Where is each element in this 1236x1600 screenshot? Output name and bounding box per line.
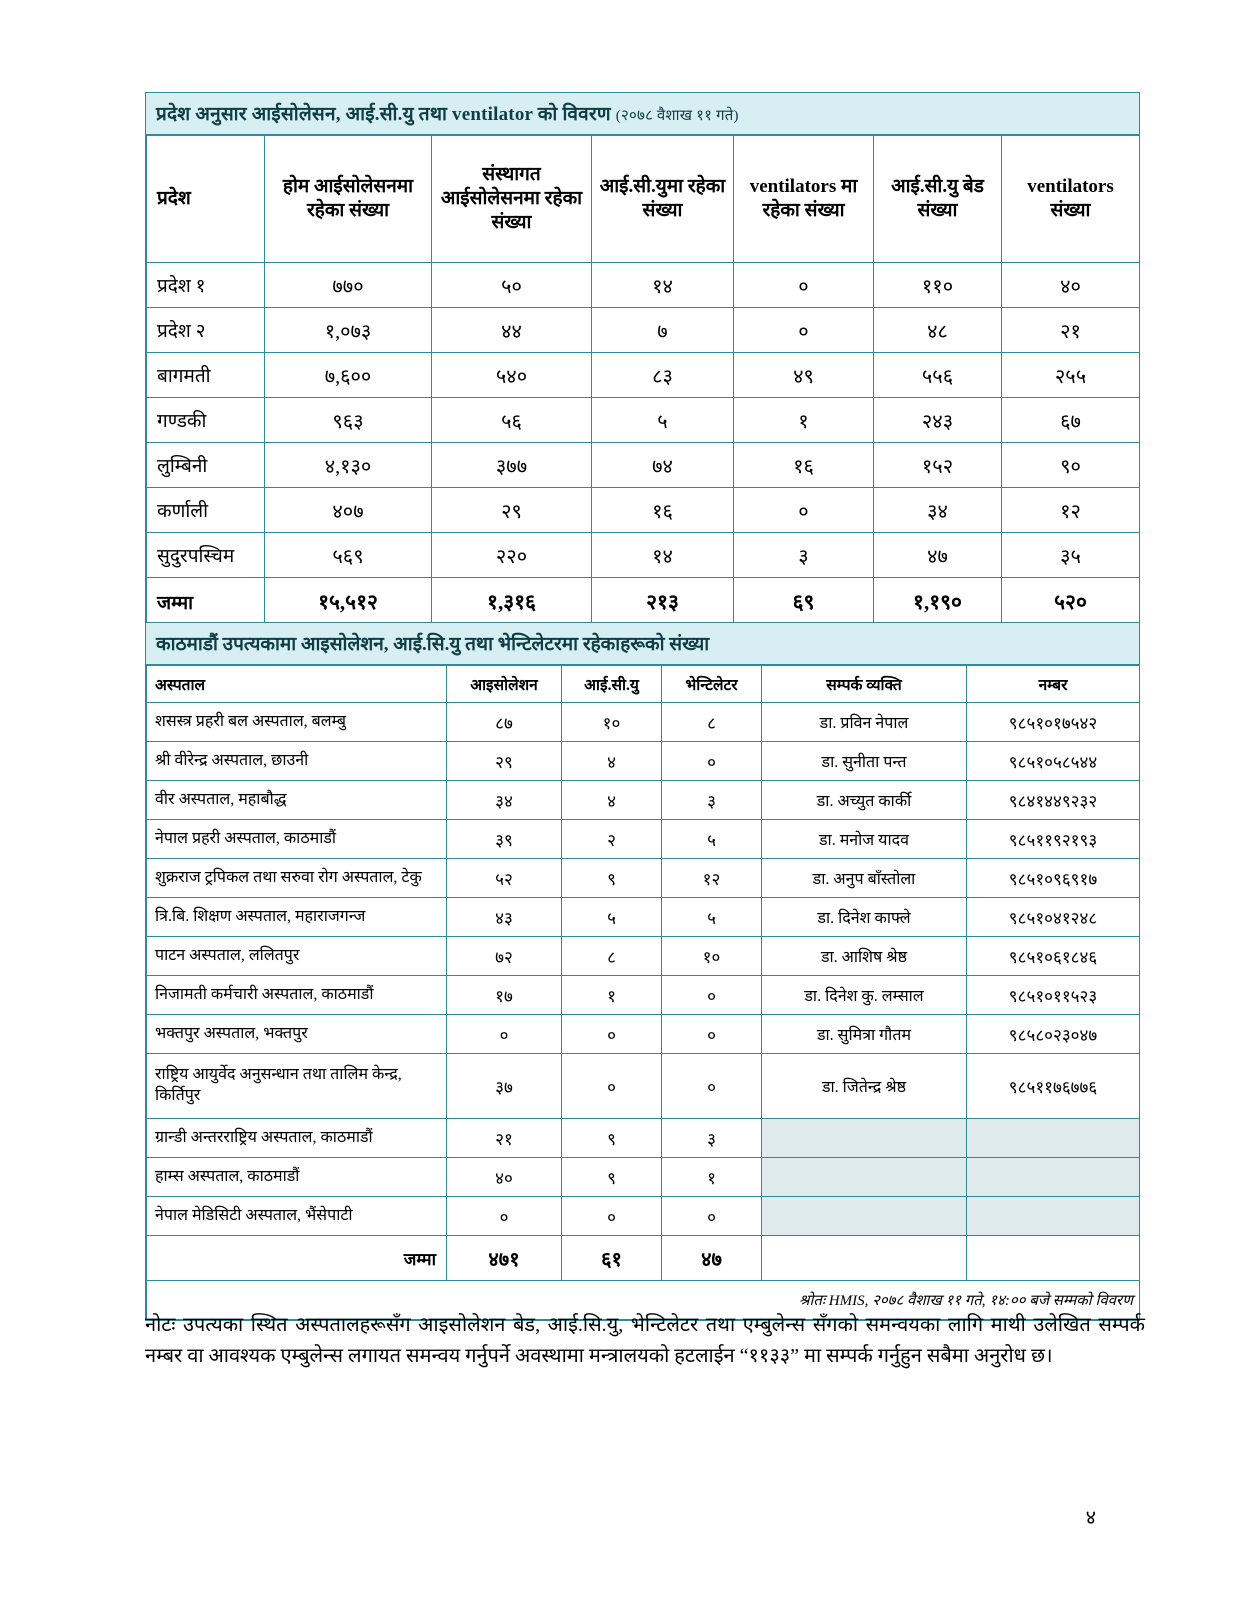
table-row [147, 1054, 1140, 1119]
cell-icu: ९ [562, 1158, 662, 1197]
cell-contact-person [762, 1197, 967, 1236]
total-label: जम्मा [147, 1236, 447, 1281]
province-table-title [146, 93, 1139, 135]
total-icu-current: २१३ [592, 578, 734, 627]
cell-phone-number: ९८४१४४९२३२ [967, 781, 1140, 820]
cell-institutional-isolation: २२० [432, 533, 592, 578]
table-row [147, 937, 1140, 976]
cell-ventilator-current: ० [734, 308, 874, 353]
cell-ventilator: १२ [662, 859, 762, 898]
table-row [147, 1197, 1140, 1236]
province-name: प्रदेश २ [147, 308, 265, 353]
hospital-name: निजामती कर्मचारी अस्पताल, काठमाडौं [147, 976, 447, 1015]
hospital-name: श्री वीरेन्द्र अस्पताल, छाउनी [147, 742, 447, 781]
cell-ventilator: ० [662, 1197, 762, 1236]
cell-icu: ८ [562, 937, 662, 976]
table-row [147, 976, 1140, 1015]
cell-home-isolation: १,०७३ [265, 308, 432, 353]
cell-icu: ० [562, 1015, 662, 1054]
table-header-row [147, 136, 1140, 263]
cell-ventilator-current: ० [734, 488, 874, 533]
cell-ventilator-current: ० [734, 263, 874, 308]
cell-contact-person [762, 1119, 967, 1158]
source-note: श्रोतः HMIS, २०७८ वैशाख ११ गते, १४:०० बजे सम्मको विवरण [147, 1281, 1140, 1320]
cell-ventilator: १० [662, 937, 762, 976]
kathmandu-hospital-table [146, 665, 1140, 1320]
hospital-name: नेपाल मेडिसिटी अस्पताल, भैंसेपाटी [147, 1197, 447, 1236]
cell-isolation: ० [447, 1015, 562, 1054]
cell-icu-current: ८३ [592, 353, 734, 398]
cell-icu-beds: ११० [874, 263, 1002, 308]
kathmandu-table-title: काठमाडौं उपत्यकामा आइसोलेशन, आई.सि.यु तथा भेन्टिलेटरमा रहेकाहरूको संख्या [146, 623, 1139, 665]
hospital-name: नेपाल प्रहरी अस्पताल, काठमाडौं [147, 820, 447, 859]
cell-icu: ४ [562, 742, 662, 781]
cell-contact-person: डा. आशिष श्रेष्ठ [762, 937, 967, 976]
cell-institutional-isolation: ४४ [432, 308, 592, 353]
cell-icu-beds: ५५६ [874, 353, 1002, 398]
cell-ventilator: ० [662, 1015, 762, 1054]
cell-icu-beds: ३४ [874, 488, 1002, 533]
cell-contact-person [762, 1158, 967, 1197]
col-header-number: नम्बर [967, 666, 1140, 703]
cell-isolation: ४३ [447, 898, 562, 937]
cell-ventilator: ० [662, 976, 762, 1015]
cell-isolation: ७२ [447, 937, 562, 976]
cell-ventilator-current: १ [734, 398, 874, 443]
province-name: प्रदेश १ [147, 263, 265, 308]
province-name: लुम्बिनी [147, 443, 265, 488]
cell-isolation: ३९ [447, 820, 562, 859]
footer-note: नोटः उपत्यका स्थित अस्पतालहरूसँग आइसोलेशन बेड, आई.सि.यु, भेन्टिलेटर तथा एम्बुलेन्स सँगको समन्वयका लागि माथी उलेखित सम्पर्क नम्बर वा आवश्यक एम्बुलेन्स लगायत समन्वय गर्नुपर्ने अवस्थामा मन्त्रालयको हटलाईन “११३३” मा सम्पर्क गर्नुहुन सबैमा अनुरोध छ। [145, 1314, 1145, 1367]
cell-institutional-isolation: ५० [432, 263, 592, 308]
total-blank-cell [967, 1236, 1140, 1281]
cell-icu: ९ [562, 1119, 662, 1158]
cell-ventilators: १२ [1002, 488, 1140, 533]
cell-ventilator: ५ [662, 898, 762, 937]
total-ventilator-current: ६९ [734, 578, 874, 627]
cell-ventilator: ३ [662, 781, 762, 820]
cell-ventilators: ६७ [1002, 398, 1140, 443]
cell-ventilator-current: १६ [734, 443, 874, 488]
total-home-isolation: १५,५१२ [265, 578, 432, 627]
cell-isolation: ३७ [447, 1054, 562, 1119]
col-header-icu: आई.सी.यु [562, 666, 662, 703]
col-header-hospital: अस्पताल [147, 666, 447, 703]
cell-ventilator: १ [662, 1158, 762, 1197]
cell-isolation: २१ [447, 1119, 562, 1158]
table-total-row [147, 1236, 1140, 1281]
cell-contact-person: डा. सुनीता पन्त [762, 742, 967, 781]
cell-contact-person: डा. सुमित्रा गौतम [762, 1015, 967, 1054]
cell-contact-person: डा. मनोज यादव [762, 820, 967, 859]
col-header-home-isolation: होम आईसोलेसनमा रहेका संख्या [265, 136, 432, 263]
col-header-ventilator-current: ventilators मा रहेका संख्या [734, 136, 874, 263]
table-row [147, 781, 1140, 820]
hospital-name: शुक्रराज ट्रपिकल तथा सरुवा रोग अस्पताल, टेकु [147, 859, 447, 898]
province-name: बागमती [147, 353, 265, 398]
total-ventilator: ४७ [662, 1236, 762, 1281]
total-ventilators: ५२० [1002, 578, 1140, 627]
province-name: सुदुरपस्चिम [147, 533, 265, 578]
cell-ventilators: २१ [1002, 308, 1140, 353]
cell-isolation: ५२ [447, 859, 562, 898]
cell-icu-current: १६ [592, 488, 734, 533]
cell-institutional-isolation: २९ [432, 488, 592, 533]
hospital-name: राष्ट्रिय आयुर्वेद अनुसन्धान तथा तालिम केन्द्र, किर्तिपुर [147, 1054, 447, 1119]
cell-icu-current: १४ [592, 263, 734, 308]
cell-icu: १० [562, 703, 662, 742]
cell-ventilator: ० [662, 1054, 762, 1119]
kathmandu-table-container [145, 622, 1140, 1321]
cell-icu-current: १४ [592, 533, 734, 578]
cell-ventilators: २५५ [1002, 353, 1140, 398]
page-number: ४ [1085, 1507, 1096, 1529]
col-header-isolation: आइसोलेशन [447, 666, 562, 703]
cell-phone-number: ९८५१०६१८४६ [967, 937, 1140, 976]
cell-institutional-isolation: ३७७ [432, 443, 592, 488]
cell-isolation: २९ [447, 742, 562, 781]
col-header-institutional-isolation: संस्थागत आईसोलेसनमा रहेका संख्या [432, 136, 592, 263]
table-row [147, 898, 1140, 937]
cell-ventilator-current: ४९ [734, 353, 874, 398]
hospital-name: भक्तपुर अस्पताल, भक्तपुर [147, 1015, 447, 1054]
table-row [147, 398, 1140, 443]
cell-home-isolation: ७७० [265, 263, 432, 308]
cell-home-isolation: ७,६०० [265, 353, 432, 398]
cell-home-isolation: ४०७ [265, 488, 432, 533]
total-icu-beds: १,१९० [874, 578, 1002, 627]
cell-ventilator: ८ [662, 703, 762, 742]
total-institutional-isolation: १,३१६ [432, 578, 592, 627]
hospital-name: वीर अस्पताल, महाबौद्ध [147, 781, 447, 820]
cell-icu: १ [562, 976, 662, 1015]
cell-icu-beds: २४३ [874, 398, 1002, 443]
cell-ventilators: ३५ [1002, 533, 1140, 578]
cell-phone-number: ९८५८०२३०४७ [967, 1015, 1140, 1054]
province-name: कर्णाली [147, 488, 265, 533]
table-row [147, 488, 1140, 533]
col-header-ventilator: भेन्टिलेटर [662, 666, 762, 703]
cell-icu-beds: १५२ [874, 443, 1002, 488]
province-table-container [145, 92, 1140, 628]
cell-contact-person: डा. अनुप बाँस्तोला [762, 859, 967, 898]
cell-contact-person: डा. दिनेश कु. लम्साल [762, 976, 967, 1015]
cell-icu-beds: ४७ [874, 533, 1002, 578]
col-header-contact-person: सम्पर्क व्यक्ति [762, 666, 967, 703]
cell-isolation: ० [447, 1197, 562, 1236]
cell-ventilator: ० [662, 742, 762, 781]
cell-phone-number: ९८५१०११५२३ [967, 976, 1140, 1015]
cell-icu: ४ [562, 781, 662, 820]
table-row [147, 308, 1140, 353]
cell-phone-number: ९८५११९२१९३ [967, 820, 1140, 859]
cell-icu: ० [562, 1054, 662, 1119]
cell-isolation: १७ [447, 976, 562, 1015]
cell-home-isolation: ९६३ [265, 398, 432, 443]
cell-icu-current: ५ [592, 398, 734, 443]
table-row [147, 1158, 1140, 1197]
table-row [147, 703, 1140, 742]
table-row [147, 742, 1140, 781]
cell-home-isolation: ५६९ [265, 533, 432, 578]
province-table-title-main: प्रदेश अनुसार आईसोलेसन, आई.सी.यु तथा ventilator को विवरण [156, 104, 611, 125]
cell-icu-current: ७४ [592, 443, 734, 488]
table-total-row [147, 578, 1140, 627]
hospital-name: त्रि.बि. शिक्षण अस्पताल, महाराजगन्ज [147, 898, 447, 937]
cell-ventilators: ९० [1002, 443, 1140, 488]
cell-isolation: ८७ [447, 703, 562, 742]
province-name: गण्डकी [147, 398, 265, 443]
cell-icu-beds: ४८ [874, 308, 1002, 353]
hospital-name: हाम्स अस्पताल, काठमाडौं [147, 1158, 447, 1197]
cell-phone-number: ९८५१०१७५४२ [967, 703, 1140, 742]
cell-phone-number: ९८५१०५८५४४ [967, 742, 1140, 781]
cell-contact-person: डा. अच्युत कार्की [762, 781, 967, 820]
hospital-name: पाटन अस्पताल, ललितपुर [147, 937, 447, 976]
cell-phone-number [967, 1119, 1140, 1158]
province-table-title-date: (२०७८ वैशाख ११ गते) [615, 108, 739, 124]
cell-ventilators: ४० [1002, 263, 1140, 308]
table-header-row [147, 666, 1140, 703]
table-row [147, 353, 1140, 398]
table-row [147, 820, 1140, 859]
hospital-name: शसस्त्र प्रहरी बल अस्पताल, बलम्बु [147, 703, 447, 742]
col-header-icu-beds: आई.सी.यु बेड संख्या [874, 136, 1002, 263]
cell-institutional-isolation: ५४० [432, 353, 592, 398]
cell-icu: ० [562, 1197, 662, 1236]
cell-isolation: ३४ [447, 781, 562, 820]
cell-institutional-isolation: ५६ [432, 398, 592, 443]
cell-ventilator: ३ [662, 1119, 762, 1158]
cell-isolation: ४० [447, 1158, 562, 1197]
cell-phone-number [967, 1197, 1140, 1236]
table-row [147, 859, 1140, 898]
col-header-province: प्रदेश [147, 136, 265, 263]
col-header-ventilators: ventilators संख्या [1002, 136, 1140, 263]
cell-ventilator: ५ [662, 820, 762, 859]
total-isolation: ४७१ [447, 1236, 562, 1281]
total-label: जम्मा [147, 578, 265, 627]
table-row [147, 263, 1140, 308]
hospital-name: ग्रान्डी अन्तरराष्ट्रिय अस्पताल, काठमाडौं [147, 1119, 447, 1158]
cell-phone-number: ९८५१०९६९१७ [967, 859, 1140, 898]
col-header-icu-current: आई.सी.युमा रहेका संख्या [592, 136, 734, 263]
table-row [147, 1119, 1140, 1158]
province-table [146, 135, 1140, 627]
total-icu: ६१ [562, 1236, 662, 1281]
table-row [147, 533, 1140, 578]
cell-icu-current: ७ [592, 308, 734, 353]
cell-ventilator-current: ३ [734, 533, 874, 578]
cell-icu: ९ [562, 859, 662, 898]
cell-phone-number: ९८५१०४१२४८ [967, 898, 1140, 937]
cell-phone-number [967, 1158, 1140, 1197]
cell-contact-person: डा. प्रविन नेपाल [762, 703, 967, 742]
cell-phone-number: ९८५११७६७७६ [967, 1054, 1140, 1119]
table-row [147, 443, 1140, 488]
table-row [147, 1015, 1140, 1054]
cell-contact-person: डा. जितेन्द्र श्रेष्ठ [762, 1054, 967, 1119]
cell-home-isolation: ४,१३० [265, 443, 432, 488]
cell-icu: २ [562, 820, 662, 859]
cell-contact-person: डा. दिनेश काफ्ले [762, 898, 967, 937]
cell-icu: ५ [562, 898, 662, 937]
total-blank-cell [762, 1236, 967, 1281]
